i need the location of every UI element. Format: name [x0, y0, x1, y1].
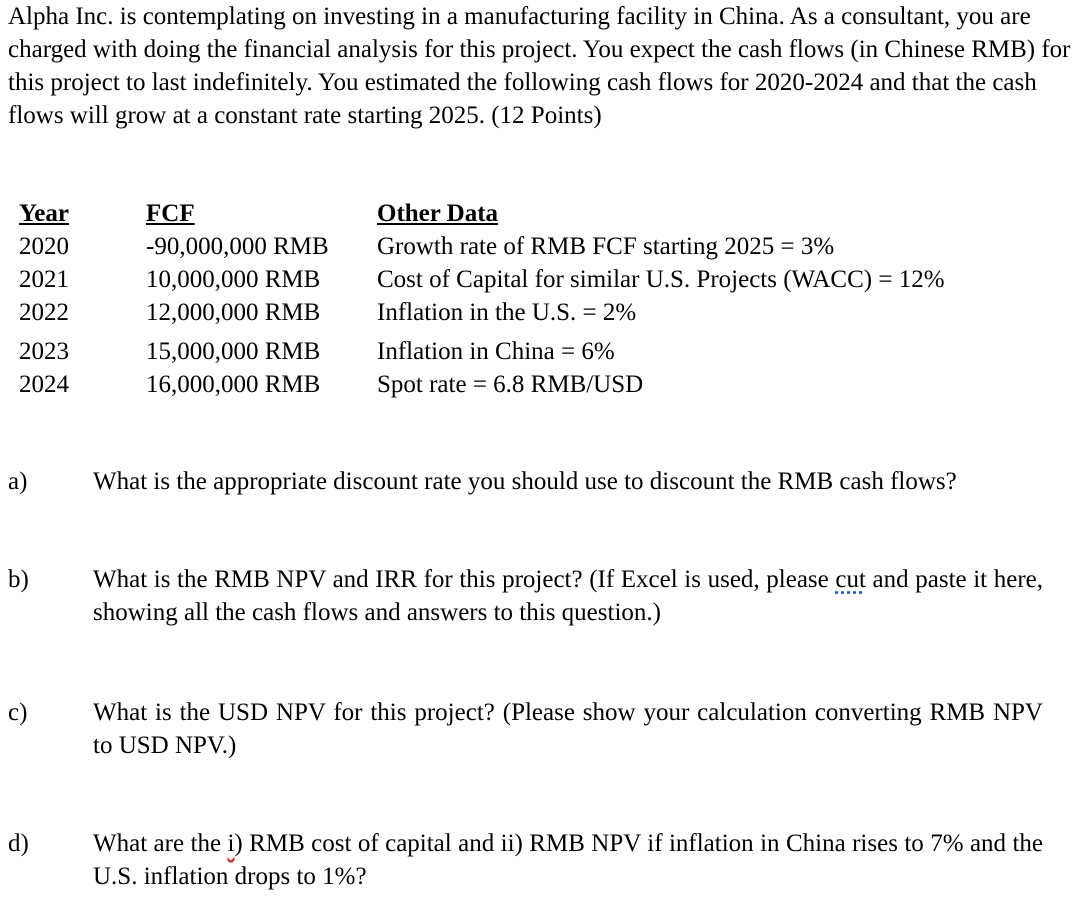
fcf-column — [146, 197, 329, 401]
year-cell: 2020 — [19, 233, 69, 260]
fcf-cell: 16,000,000 RMB — [146, 371, 321, 398]
other-data-cell: Growth rate of RMB FCF starting 2025 = 3% — [377, 233, 835, 260]
question-text-part: and paste it here, showing all the cash flows and answers to this question.) — [93, 566, 1044, 626]
question-text-part: What are the — [93, 830, 228, 857]
question-label: a) — [8, 468, 28, 495]
spellcheck-word: i — [227, 830, 235, 857]
intro-paragraph: Alpha Inc. is contemplating on investing in a manufacturing facility in China. As a consultant, you are charged with doing the financial analysis for this project. You expect the cash flows (in Chinese RMB) for this project to last indefinitely. You estimated the following cash flows for 2020-2024 and that the cash flows will grow at a constant rate starting 2025. (12 Points) — [8, 3, 1071, 129]
question-text-part: ) RMB cost of capital and ii) RMB NPV if inflation in China rises to 7% and the U.S. inflation drops to 1%? — [93, 830, 1044, 890]
question-label: c) — [8, 699, 28, 726]
other-data-cell: Inflation in China = 6% — [377, 338, 615, 365]
fcf-cell: 12,000,000 RMB — [146, 299, 321, 326]
other-data-column — [377, 197, 945, 401]
year-cell: 2023 — [19, 338, 69, 365]
year-cell: 2022 — [19, 299, 69, 326]
other-data-cell: Cost of Capital for similar U.S. Projects (WACC) = 12% — [377, 266, 945, 293]
question-label: b) — [8, 566, 29, 593]
question-text: What is the USD NPV for this project? (Please show your calculation converting RMB NPV to USD NPV.) — [93, 699, 1043, 759]
fcf-cell: 10,000,000 RMB — [146, 266, 321, 293]
question-text: What is the appropriate discount rate you should use to discount the RMB cash flows? — [93, 468, 957, 495]
other-data-header: Other Data — [377, 200, 499, 227]
spellcheck-word: cut — [835, 566, 866, 593]
year-cell: 2021 — [19, 266, 69, 293]
question-text-part: What is the RMB NPV and IRR for this project? (If Excel is used, please — [93, 566, 836, 593]
other-data-cell: Spot rate = 6.8 RMB/USD — [377, 371, 644, 398]
fcf-cell: 15,000,000 RMB — [146, 338, 321, 365]
question-text — [93, 563, 1043, 629]
other-data-cell: Inflation in the U.S. = 2% — [377, 299, 637, 326]
question-text — [93, 827, 1043, 893]
year-cell: 2024 — [19, 371, 69, 398]
year-header: Year — [19, 200, 69, 227]
fcf-cell: -90,000,000 RMB — [146, 233, 329, 260]
fcf-header: FCF — [146, 200, 195, 227]
question-label: d) — [8, 830, 29, 857]
year-column — [19, 197, 69, 401]
